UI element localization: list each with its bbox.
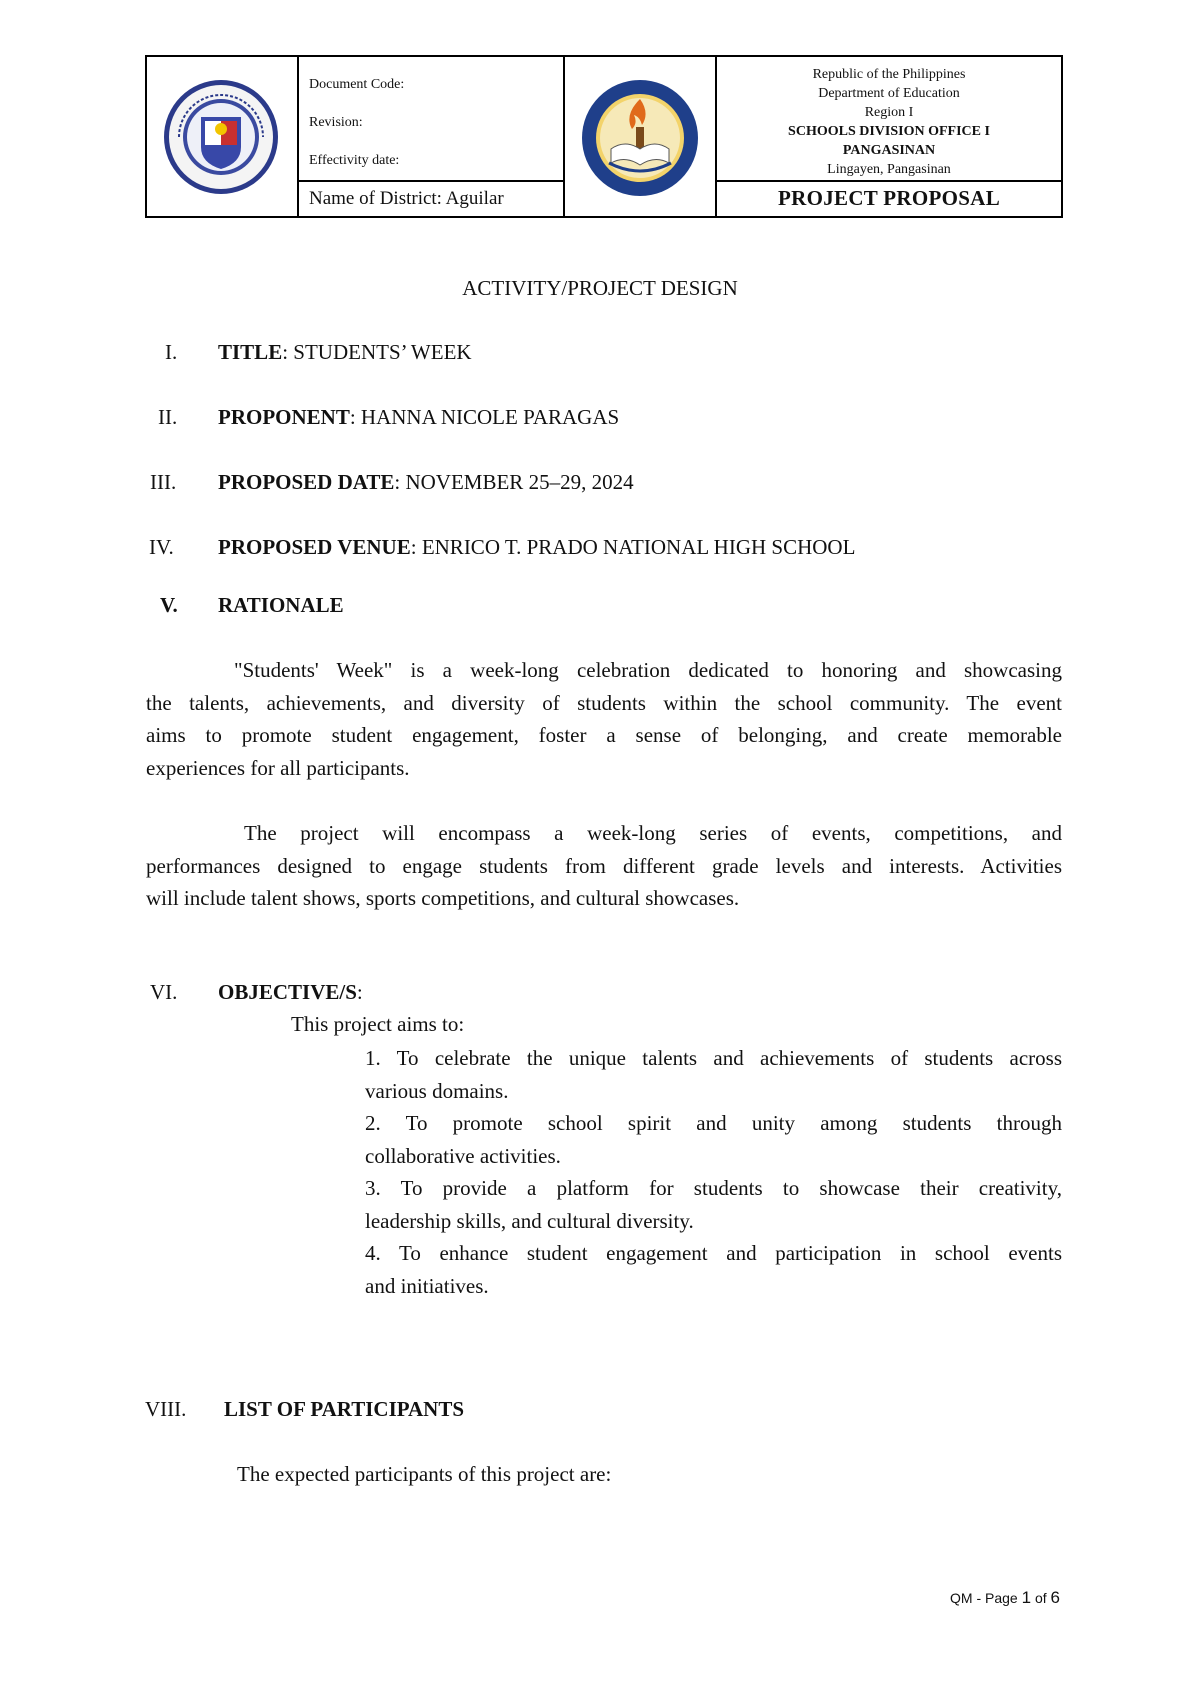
document-type-cell	[717, 182, 1061, 216]
objective-item-2-line: 2. To promote school spirit and unity among students through	[365, 1111, 1062, 1135]
footer-page-number: 1	[1021, 1588, 1032, 1607]
document-type: PROJECT PROPOSAL	[777, 186, 1001, 210]
rationale-p1-line: experiences for all participants.	[146, 755, 410, 780]
section-number-title: I.	[165, 340, 178, 364]
footer-of: of	[1031, 1590, 1051, 1606]
district-name: Name of District: Aguilar	[309, 188, 504, 209]
district-cell	[299, 182, 565, 216]
objectives-intro: This project aims to:	[291, 1012, 465, 1036]
region-text: Region I	[864, 105, 914, 120]
section-value-date: : NOVEMBER 25–29, 2024	[394, 470, 634, 494]
rationale-p1-line: aims to promote student engagement, foster a sense of belonging, and create memorable	[146, 723, 1062, 747]
deped-seal-icon	[161, 77, 281, 197]
section-proponent-row	[218, 405, 619, 430]
objective-item-1-line: various domains.	[365, 1078, 509, 1103]
agency-info-cell	[717, 57, 1061, 182]
division-seal-icon	[579, 77, 701, 199]
section-number-objectives: VI.	[150, 980, 178, 1004]
deped-logo-cell	[147, 57, 299, 216]
section-venue-row	[218, 535, 855, 560]
section-label-proponent: PROPONENT	[218, 405, 350, 429]
revision-label: Revision:	[309, 115, 363, 130]
section-value-venue: : ENRICO T. PRADO NATIONAL HIGH SCHOOL	[410, 535, 856, 559]
section-number-proponent: II.	[158, 405, 178, 429]
footer-total-pages: 6	[1050, 1588, 1060, 1607]
division-text-line2: PANGASINAN	[842, 143, 936, 158]
page-footer	[950, 1588, 1060, 1608]
section-objectives-row	[218, 980, 363, 1005]
section-number-date: III.	[150, 470, 177, 494]
objective-item-3-line: leadership skills, and cultural diversity.	[365, 1208, 694, 1233]
objective-item-1-line: 1. To celebrate the unique talents and achievements of students across	[365, 1046, 1062, 1070]
section-value-proponent: : HANNA NICOLE PARAGAS	[349, 405, 620, 429]
rationale-p1-line: the talents, achievements, and diversity of students within the school community. The event	[146, 690, 1062, 715]
objective-item-2-line: collaborative activities.	[365, 1143, 561, 1168]
footer-prefix: QM - Page	[950, 1590, 1022, 1606]
document-title: ACTIVITY/PROJECT DESIGN	[462, 276, 738, 300]
document-info-cell	[299, 57, 565, 182]
section-colon-objectives: :	[356, 980, 363, 1004]
rationale-p2-line: The project will encompass a week-long series of events, competitions, and	[244, 821, 1062, 845]
section-label-title: TITLE	[218, 340, 283, 364]
section-label-participants: LIST OF PARTICIPANTS	[224, 1397, 465, 1421]
section-label-objectives: OBJECTIVE/S	[218, 980, 357, 1004]
participants-intro: The expected participants of this project are:	[237, 1462, 612, 1486]
section-label-venue: PROPOSED VENUE	[218, 535, 411, 559]
objective-item-3-line: 3. To provide a platform for students to showcase their creativity,	[365, 1176, 1062, 1200]
rationale-paragraph-2	[146, 817, 1062, 915]
objective-item-4-line: 4. To enhance student engagement and participation in school events	[365, 1241, 1062, 1265]
section-number-venue: IV.	[149, 535, 174, 559]
division-text-line1: SCHOOLS DIVISION OFFICE I	[788, 124, 990, 139]
section-date-row	[218, 470, 634, 495]
section-label-rationale: RATIONALE	[218, 593, 344, 617]
division-logo-cell	[565, 57, 717, 216]
section-label-date: PROPOSED DATE	[218, 470, 395, 494]
rationale-p2-line: will include talent shows, sports competitions, and cultural showcases.	[146, 886, 740, 910]
rationale-paragraph-1	[146, 654, 1062, 784]
section-number-rationale: V.	[160, 593, 178, 617]
location-text: Lingayen, Pangasinan	[827, 162, 951, 177]
objective-item-4-line: and initiatives.	[365, 1273, 489, 1298]
section-number-participants: VIII.	[145, 1397, 187, 1421]
section-value-title: : STUDENTS’ WEEK	[282, 340, 472, 364]
document-code-label: Document Code:	[309, 77, 405, 92]
rationale-p1-line: "Students' Week" is a week-long celebration dedicated to honoring and showcasing	[234, 658, 1062, 682]
republic-text: Republic of the Philippines	[812, 67, 966, 82]
objectives-list	[365, 1042, 1062, 1302]
document-header-table	[145, 55, 1063, 218]
effectivity-date-label: Effectivity date:	[309, 153, 400, 168]
department-text: Department of Education	[818, 86, 960, 101]
rationale-p2-line: performances designed to engage students from different grade levels and interests. Activities	[146, 853, 1062, 878]
section-title-row	[218, 340, 472, 365]
